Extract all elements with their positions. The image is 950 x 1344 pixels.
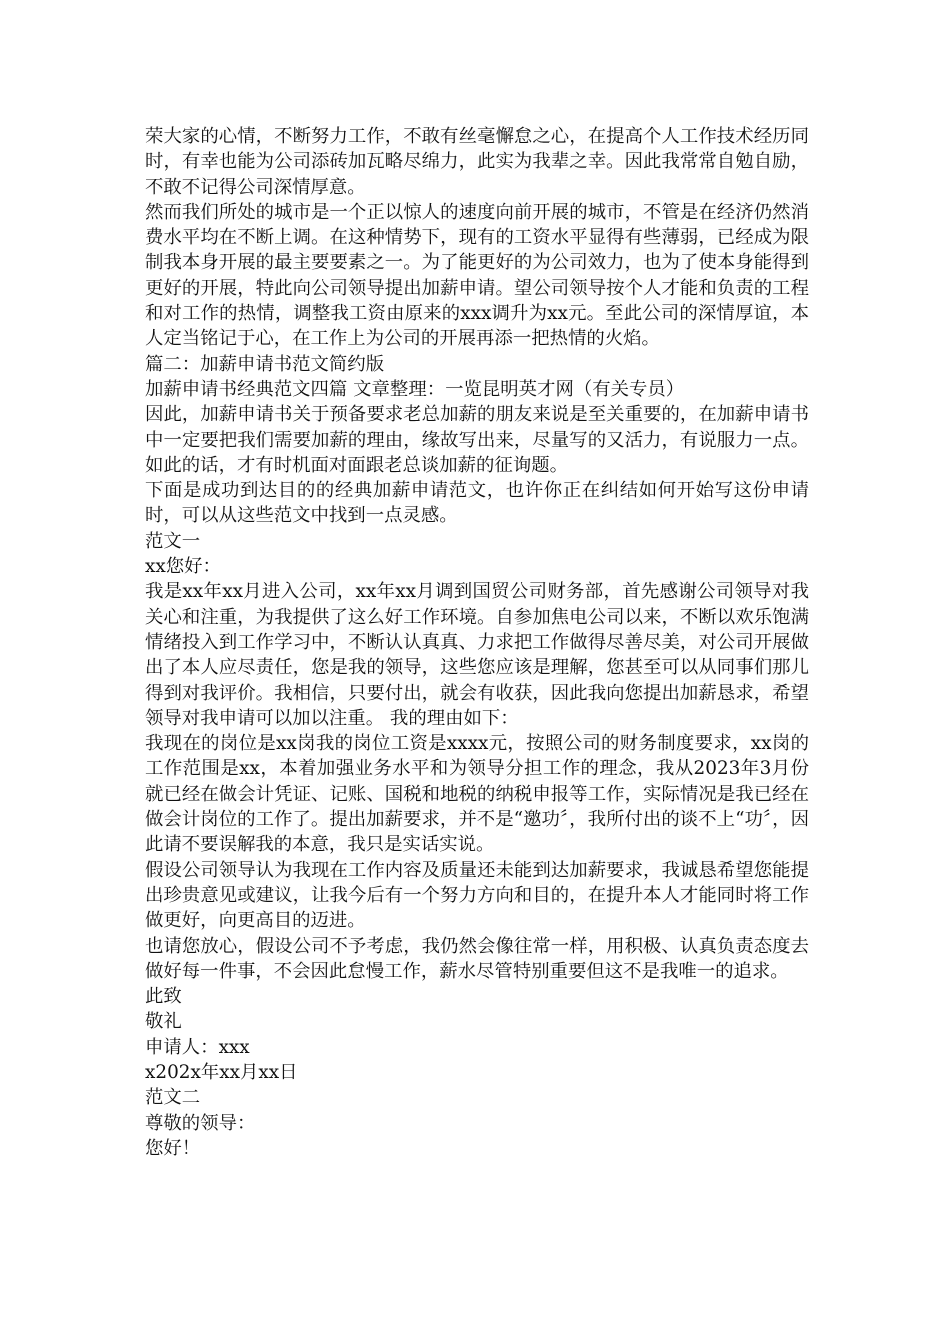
applicant-line: 申请人：xxx bbox=[145, 1036, 250, 1058]
salutation: xx您好： bbox=[145, 556, 221, 578]
salutation-respected-leader: 尊敬的领导： bbox=[145, 1112, 256, 1134]
closing-jingli: 敬礼 bbox=[145, 1011, 182, 1033]
paragraph-importance: 因此，加薪申请书关于预备要求老总加薪的朋友来说是至关重要的，在加薪申请书中一定要把我们需要加薪的理由，缘故写出来，尽量写的又活力，有说服力一点。如此的话，才有时机面对面跟老总谈加薪的征询题。 bbox=[145, 404, 809, 476]
paragraph-feedback-request: 假设公司领导认为我现在工作内容及质量还未能到达加薪要求，我诚恳希望您能提出珍贵意见或建议，让我今后有一个努力方向和目的，在提升本人才能同时将工作做更好，向更高目的迈进。 bbox=[145, 859, 809, 932]
paragraph-current-position: 我现在的岗位是xx岗我的岗位工资是xxxx元，按照公司的财务制度要求，xx岗的工作范围是xx，本着加强业务水平和为领导分担工作的理念，我从2023年3月份就已经在做会计凭证、记账、国税和地税的纳税申报等工作，实际情况是我已经在做会计岗位的工作了。提出加薪要求，并不是“邀功〞，我所付出的谈不上“功〞，因此请不要误解我的本意，我只是实话实说。 bbox=[145, 733, 809, 856]
sample-two-heading: 范文二 bbox=[145, 1087, 201, 1109]
closing-cizhi: 此致 bbox=[145, 986, 182, 1008]
paragraph-self-introduction: 我是xx年xx月进入公司，xx年xx月调到国贸公司财务部，首先感谢公司领导对我关心和注重，为我提供了这么好工作环境。自参加焦电公司以来，不断以欢乐饱满情绪投入到工作学习中，不断认认真真、力求把工作做得尽善尽美，对公司开展做出了本人应尽责任，您是我的领导，这些您应该是理解，您甚至可以从同事们那儿得到对我评价。我相信，只要付出，就会有收获，因此我向您提出加薪恳求，希望领导对我申请可以加以注重。 我的理由如下： bbox=[145, 581, 809, 729]
paragraph-intro-samples: 下面是成功到达目的的经典加薪申请范文，也许你正在纠结如何开始写这份申请时，可以从这些范文中找到一点灵感。 bbox=[145, 480, 809, 527]
article-source-line: 加薪申请书经典范文四篇 文章整理：一览昆明英才网（有关专员） bbox=[145, 378, 685, 400]
greeting-hello: 您好！ bbox=[145, 1137, 201, 1159]
paragraph-commitment: 也请您放心，假设公司不予考虑，我仍然会像往常一样，用积极、认真负责态度去做好每一件事，不会因此怠慢工作，薪水尽管特别重要但这不是我唯一的追求。 bbox=[145, 935, 809, 982]
paragraph-continuation: 荣大家的心情，不断努力工作，不敢有丝毫懈怠之心，在提高个人工作技术经历同时，有幸也能为公司添砖加瓦略尽绵力，此实为我辈之幸。因此我常常自勉自励，不敢不记得公司深情厚意。 bbox=[145, 126, 809, 198]
date-line: x202x年xx月xx日 bbox=[145, 1061, 298, 1083]
document-body bbox=[145, 124, 809, 1161]
sample-one-heading: 范文一 bbox=[145, 530, 201, 552]
paragraph-city-salary: 然而我们所处的城市是一个正以惊人的速度向前开展的城市，不管是在经济仍然消费水平均在不断上调。在这种情势下，现有的工资水平显得有些薄弱，已经成为限制我本身开展的最主要要素之一。为了能更好的为公司效力，也为了使本身能得到更好的开展，特此向公司领导提出加薪申请。望公司领导按个人才能和负责的工程和对工作的热情，调整我工资由原来的xxx调升为xx元。至此公司的深情厚谊，本人定当铭记于心，在工作上为公司的开展再添一把热情的火焰。 bbox=[145, 201, 809, 350]
section-heading-part-two: 篇二：加薪申请书范文简约版 bbox=[145, 353, 385, 375]
